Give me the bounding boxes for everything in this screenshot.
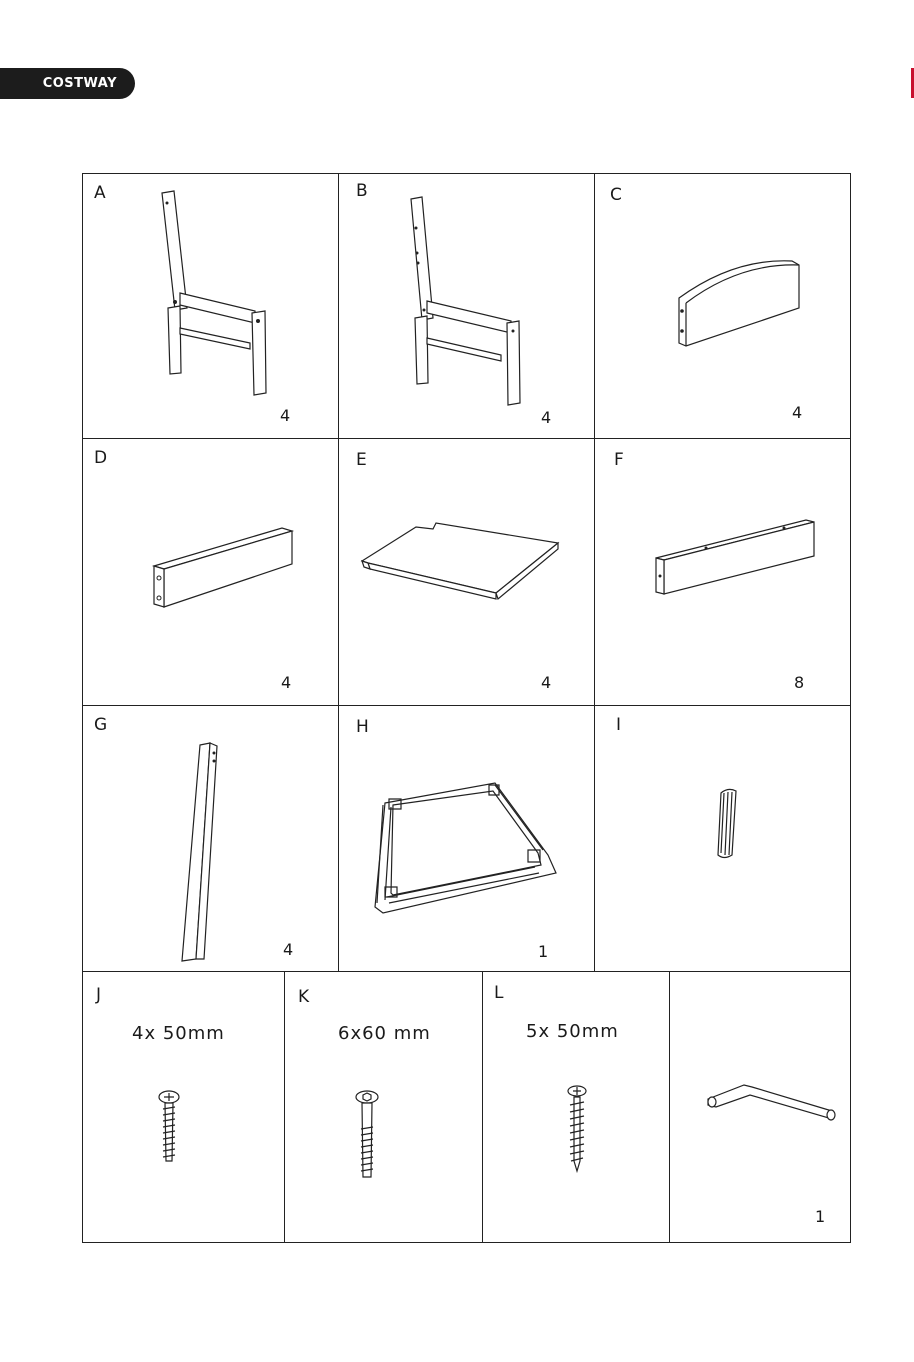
- part-letter: I: [616, 715, 622, 735]
- hardware-spec: 5x 50mm: [526, 1021, 619, 1042]
- part-quantity: 4: [541, 673, 552, 692]
- part-letter: K: [298, 987, 310, 1007]
- part-cell-f: [594, 438, 850, 705]
- part-quantity: 4: [541, 408, 552, 427]
- part-letter: B: [356, 181, 368, 201]
- chair-side-frame-icon: [152, 188, 282, 408]
- phillips-screw-icon: [154, 1089, 184, 1169]
- backrest-panel-icon: [674, 253, 809, 348]
- hardware-spec: 4x 50mm: [132, 1023, 225, 1044]
- part-letter: F: [614, 450, 624, 470]
- part-cell-e: [338, 438, 594, 705]
- part-letter: J: [96, 985, 102, 1005]
- seat-frame-icon: [363, 775, 568, 920]
- hardware-cell-k: [284, 971, 482, 1243]
- part-cell-d: [82, 438, 338, 705]
- chair-side-frame-icon: [403, 193, 533, 413]
- hardware-cell-allen-key: [669, 971, 850, 1243]
- seat-board-icon: [358, 523, 568, 613]
- part-quantity: 8: [794, 673, 805, 692]
- part-quantity: 4: [281, 673, 292, 692]
- hardware-spec: 6x60 mm: [338, 1023, 431, 1044]
- part-letter: H: [356, 717, 369, 737]
- part-quantity: 1: [815, 1207, 826, 1226]
- part-letter: A: [94, 183, 106, 203]
- wood-screw-icon: [562, 1085, 592, 1180]
- hardware-cell-j: [82, 971, 284, 1243]
- hex-bolt-icon: [352, 1089, 382, 1184]
- part-cell-g: [82, 705, 338, 971]
- part-letter: E: [356, 450, 367, 470]
- wooden-dowel-icon: [714, 785, 744, 865]
- part-quantity: 1: [538, 942, 549, 961]
- part-quantity: 4: [792, 403, 803, 422]
- side-rail-board-icon: [152, 526, 297, 611]
- chair-leg-icon: [172, 741, 222, 966]
- part-cell-i: [594, 705, 850, 971]
- hardware-cell-l: [482, 971, 669, 1243]
- grid-line: [850, 173, 851, 1243]
- part-cell-c: [594, 173, 850, 438]
- part-cell-a: [82, 173, 338, 438]
- brand-logo: COSTWAY: [0, 68, 135, 99]
- part-letter: C: [610, 185, 622, 205]
- allen-key-icon: [704, 1081, 839, 1131]
- part-letter: L: [494, 983, 504, 1003]
- part-cell-b: [338, 173, 594, 438]
- seat-slat-icon: [654, 518, 819, 603]
- part-cell-h: [338, 705, 594, 971]
- part-letter: D: [94, 448, 108, 468]
- part-quantity: 4: [283, 940, 294, 959]
- part-quantity: 4: [280, 406, 291, 425]
- part-letter: G: [94, 715, 108, 735]
- parts-grid: [82, 173, 851, 1243]
